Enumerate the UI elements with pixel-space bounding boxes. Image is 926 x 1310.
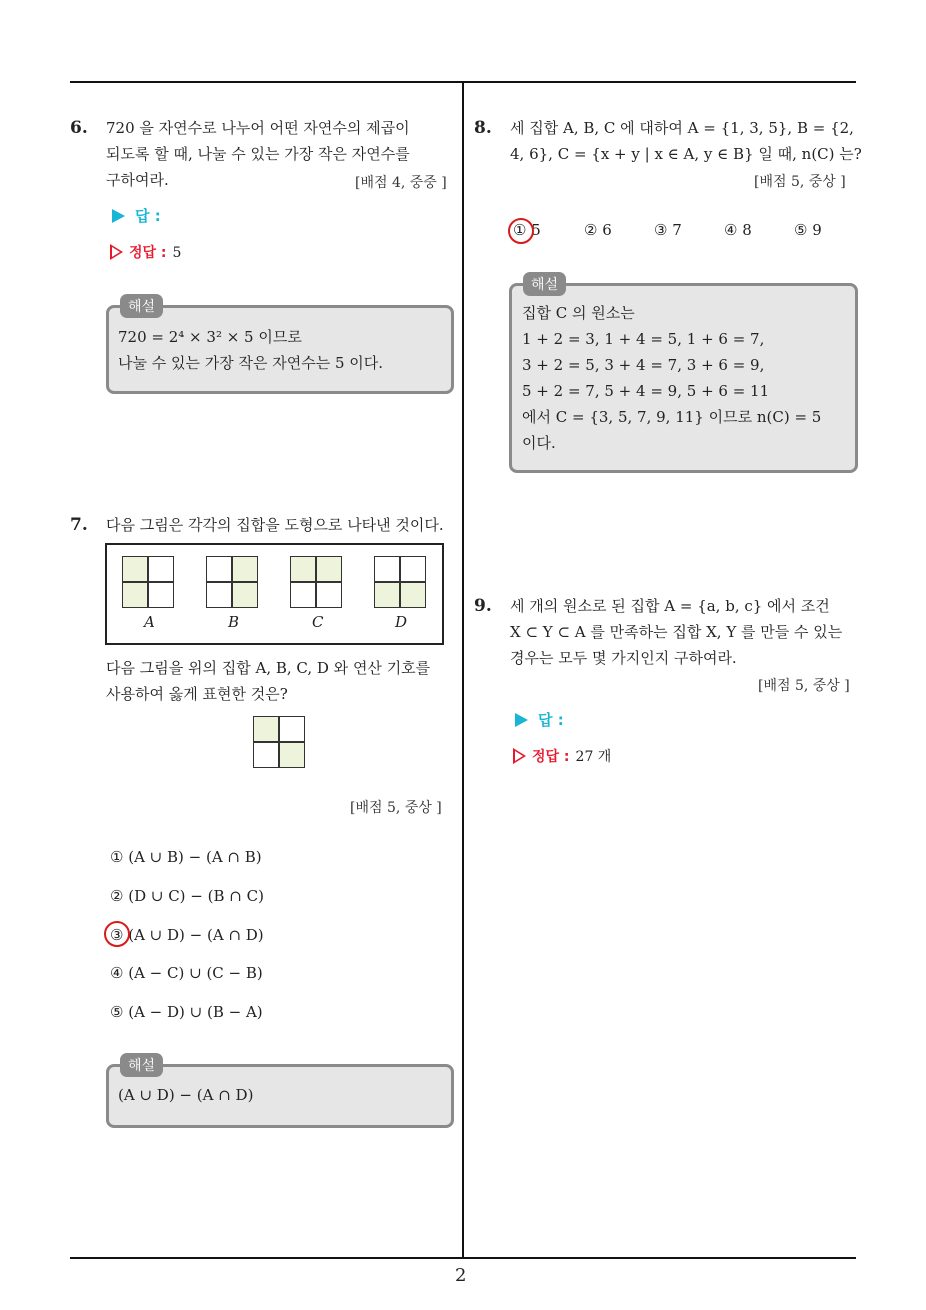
- target-cell-tl: [253, 716, 279, 742]
- q6-solution-line-2: 나눌 수 있는 가장 작은 자연수는 5 이다.: [118, 354, 384, 372]
- correct-label-text: 정답 :: [129, 245, 167, 261]
- set-b-cell-tl: [206, 556, 232, 582]
- q9-line-2: X ⊂ Y ⊂ A 를 만족하는 집합 X, Y 를 만들 수 있는: [510, 623, 843, 641]
- q6-correct-answer: [110, 242, 181, 262]
- q7-intro: 다음 그림은 각각의 집합을 도형으로 나타낸 것이다.: [106, 516, 444, 534]
- answer-label-text: 답 :: [538, 711, 564, 729]
- play-icon: [515, 713, 528, 727]
- q7-option-2[interactable]: ② (D ∪ C) − (B ∩ C): [110, 887, 264, 905]
- q6-line-2: 되도록 할 때, 나눌 수 있는 가장 작은 자연수를: [106, 145, 410, 163]
- q8-line-1: 세 집합 A, B, C 에 대하여 A = {1, 3, 5}, B = {2,: [510, 119, 854, 137]
- q7-solution-line-1: (A ∪ D) − (A ∩ D): [118, 1086, 254, 1104]
- set-a-label: A: [144, 613, 155, 631]
- outline-triangle-icon: [110, 244, 123, 260]
- q8-number: 8.: [474, 118, 492, 138]
- set-b-cell-tr: [232, 556, 258, 582]
- q8-solution-line-2: 1 + 2 = 3, 1 + 4 = 5, 1 + 6 = 7,: [522, 330, 765, 348]
- q9-answer-value: 27 개: [575, 749, 612, 765]
- outline-triangle-icon: [513, 748, 526, 764]
- set-d-label: D: [395, 613, 408, 631]
- q6-solution-tag: 해설: [120, 294, 163, 318]
- q8-option-5[interactable]: ⑤ 9: [794, 221, 822, 239]
- q7-option-3[interactable]: ③ (A ∪ D) − (A ∩ D): [110, 926, 264, 944]
- q7-question-line-1: 다음 그림을 위의 집합 A, B, C, D 와 연산 기호를: [106, 659, 431, 677]
- q8-solution-tag: 해설: [523, 272, 566, 296]
- q9-number: 9.: [474, 596, 492, 616]
- q7-solution-tag: 해설: [120, 1053, 163, 1077]
- q9-answer-label: [515, 709, 564, 730]
- set-d-cell-br: [400, 582, 426, 608]
- q8-option-1[interactable]: ① 5: [513, 221, 541, 239]
- target-cell-bl: [253, 742, 279, 768]
- q6-line-1: 720 을 자연수로 나누어 어떤 자연수의 제곱이: [106, 119, 410, 137]
- q6-answer-label: [112, 205, 161, 226]
- q8-solution-line-3: 3 + 2 = 5, 3 + 4 = 7, 3 + 6 = 9,: [522, 356, 765, 374]
- q9-correct-answer: [513, 746, 611, 766]
- q7-option-5[interactable]: ⑤ (A − D) ∪ (B − A): [110, 1003, 263, 1021]
- q8-option-2[interactable]: ② 6: [584, 221, 612, 239]
- q9-line-3: 경우는 모두 몇 가지인지 구하여라.: [510, 649, 737, 667]
- q6-score: [배점 4, 중중 ]: [355, 175, 447, 191]
- set-a-cell-tl: [122, 556, 148, 582]
- set-c-label: C: [312, 613, 324, 631]
- set-c-cell-tr: [316, 556, 342, 582]
- q8-option-3[interactable]: ③ 7: [654, 221, 682, 239]
- q8-option-4[interactable]: ④ 8: [724, 221, 752, 239]
- q7-question-line-2: 사용하여 옳게 표현한 것은?: [106, 685, 288, 703]
- correct-label-text: 정답 :: [532, 749, 570, 765]
- q8-line-2: 4, 6}, C = {x + y | x ∈ A, y ∈ B} 일 때, n(C) 는?: [510, 145, 862, 163]
- q8-solution-line-4: 5 + 2 = 7, 5 + 4 = 9, 5 + 6 = 11: [522, 382, 770, 400]
- q8-solution-line-5: 에서 C = {3, 5, 7, 9, 11} 이므로 n(C) = 5: [522, 408, 822, 426]
- q8-selected-mark: [508, 218, 534, 244]
- q9-score: [배점 5, 중상 ]: [758, 678, 850, 694]
- q9-line-1: 세 개의 원소로 된 집합 A = {a, b, c} 에서 조건: [510, 597, 830, 615]
- set-d-cell-tl: [374, 556, 400, 582]
- q7-option-1[interactable]: ① (A ∪ B) − (A ∩ B): [110, 848, 262, 866]
- set-b-label: B: [228, 613, 240, 631]
- set-d-cell-bl: [374, 582, 400, 608]
- q6-answer-value: 5: [172, 245, 182, 261]
- q8-score: [배점 5, 중상 ]: [754, 174, 846, 190]
- q7-selected-mark: [104, 921, 130, 947]
- set-d-cell-tr: [400, 556, 426, 582]
- set-a-cell-tr: [148, 556, 174, 582]
- set-c-cell-tl: [290, 556, 316, 582]
- q7-option-4[interactable]: ④ (A − C) ∪ (C − B): [110, 964, 263, 982]
- q7-number: 7.: [70, 515, 88, 535]
- q6-number: 6.: [70, 118, 88, 138]
- set-a-cell-br: [148, 582, 174, 608]
- q8-solution-line-6: 이다.: [522, 434, 556, 452]
- q7-score: [배점 5, 중상 ]: [350, 800, 442, 816]
- target-cell-br: [279, 742, 305, 768]
- bottom-rule: [70, 1257, 856, 1259]
- set-a-cell-bl: [122, 582, 148, 608]
- page-number: 2: [455, 1265, 467, 1286]
- set-b-cell-bl: [206, 582, 232, 608]
- set-c-cell-bl: [290, 582, 316, 608]
- column-divider: [462, 82, 464, 1259]
- q6-solution-line-1: 720 = 2⁴ × 3² × 5 이므로: [118, 328, 302, 346]
- q6-line-3: 구하여라.: [106, 171, 169, 189]
- q8-solution-line-1: 집합 C 의 원소는: [522, 304, 635, 322]
- answer-label-text: 답 :: [135, 207, 161, 225]
- set-c-cell-br: [316, 582, 342, 608]
- target-cell-tr: [279, 716, 305, 742]
- play-icon: [112, 209, 125, 223]
- set-b-cell-br: [232, 582, 258, 608]
